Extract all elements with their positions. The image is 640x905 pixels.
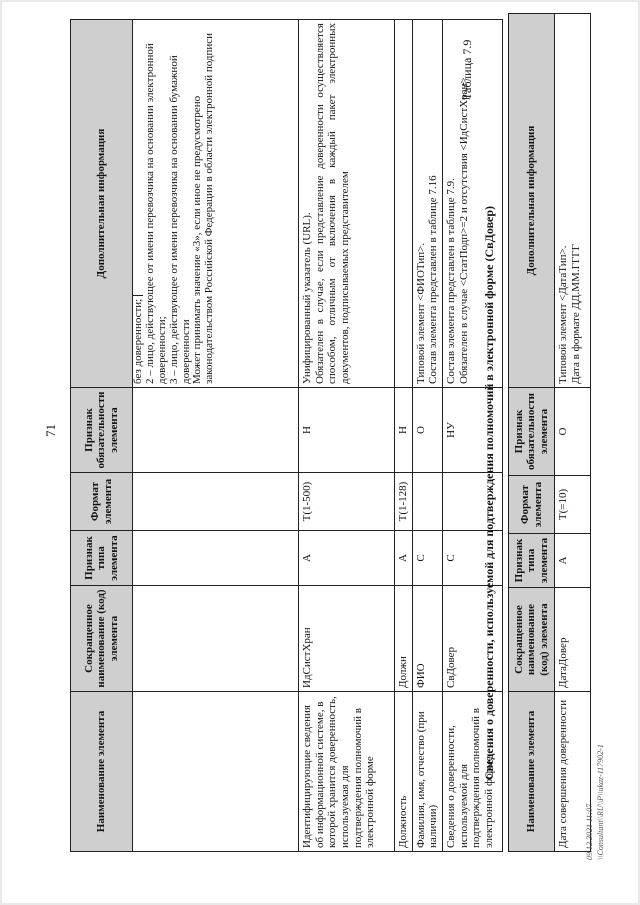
header-required: Признак обязательности элемента	[71, 388, 133, 473]
cell-name: Дата совершения доверенности	[555, 692, 591, 852]
table-header-row	[509, 14, 555, 852]
table-row	[412, 20, 442, 852]
header-format: Формат элемента	[71, 473, 133, 531]
cell-required: О	[412, 388, 442, 473]
header-type: Признак типа элемента	[71, 531, 133, 586]
cell-type: А	[555, 534, 591, 588]
cell-required: НУ	[442, 388, 502, 473]
cell-type: С	[442, 531, 502, 586]
header-required: Признак обязательности элемента	[509, 388, 555, 476]
page-number: 71	[43, 424, 58, 437]
table-row	[299, 20, 395, 852]
table-row	[395, 20, 413, 852]
cell-info	[395, 20, 413, 388]
info-line: без доверенности;	[133, 23, 145, 384]
header-format: Формат элемента	[509, 476, 555, 534]
cell-code: СвДовер	[442, 586, 502, 692]
info-line: Обязателен в случае, если представление доверенности осуществляется способом, отличным от включения в каждый пакет электронных документов, подписываемых представителем	[313, 23, 351, 384]
cell-type: А	[299, 531, 395, 586]
header-code: Сокращенное наименование (код) элемента	[71, 586, 133, 692]
info-line: Унифицированный указатель (URL).	[301, 212, 313, 384]
cell-format	[133, 473, 299, 531]
cell-format	[412, 473, 442, 531]
header-type: Признак типа элемента	[509, 534, 555, 588]
cell-name: Должность	[395, 692, 413, 852]
cell-code: ИдСистХран	[299, 586, 395, 692]
cell-info	[412, 20, 442, 388]
header-info: Дополнительная информация	[509, 14, 555, 388]
cell-format: T(1-500)	[299, 473, 395, 531]
header-name: Наименование элемента	[509, 692, 555, 852]
cell-format: T(=10)	[555, 476, 591, 534]
info-line: Состав элемента представлен в таблице 7.9.	[444, 178, 457, 384]
cell-name: Сведения о доверенности, используемой для подтверждения полномочий в электронной форме	[442, 692, 502, 852]
info-line: Типовой элемент <ДатаТип>.	[557, 245, 569, 384]
info-line: Состав элемента представлен в таблице 7.16	[427, 175, 440, 384]
cell-info	[555, 14, 591, 388]
cell-code: Должн	[395, 586, 413, 692]
header-info: Дополнительная информация	[71, 20, 133, 388]
info-line: Дата в формате ДД.ММ.ГГГГ	[569, 243, 582, 384]
cell-format: T(1-128)	[395, 473, 413, 531]
print-timestamp: 09.12.2021 11:07	[585, 803, 594, 860]
main-table	[70, 19, 503, 852]
cell-required: О	[555, 388, 591, 476]
cell-name: Идентифицирующие сведения об информационной системе, в которой хранится доверенность, используемая для подтверждения полномочий в электронной форме	[299, 692, 395, 852]
header-code: Сокращенное наименование (код) элемента	[509, 588, 555, 692]
cell-info	[133, 20, 299, 388]
table-row	[555, 14, 591, 852]
cell-name	[133, 692, 299, 852]
cell-required: Н	[395, 388, 413, 473]
info-line: Может принимать значение «3», если иное не предусмотрено законодательством Российской Федерации в области электронной подписи	[191, 32, 216, 384]
scan-mark	[133, 295, 143, 296]
cell-type: С	[412, 531, 442, 586]
info-line: 3 – лицо, действующее от имени перевозчика на основании бумажной доверенности	[167, 55, 192, 384]
cell-type: А	[395, 531, 413, 586]
svdover-table	[508, 13, 591, 852]
cell-code	[133, 586, 299, 692]
cell-type	[133, 531, 299, 586]
header-name: Наименование элемента	[71, 692, 133, 852]
table-number-label: Таблица 7.9	[460, 39, 474, 100]
cell-required	[133, 388, 299, 473]
cell-code: ФИО	[412, 586, 442, 692]
cell-info	[299, 20, 395, 388]
table-header-row	[71, 20, 133, 852]
section-caption: Сведения о доверенности, используемой для подтверждения полномочий в электронной форме (СвДовер)	[482, 205, 496, 780]
cell-code: ДатаДовер	[555, 588, 591, 692]
table-row	[133, 20, 299, 852]
cell-required: Н	[299, 388, 395, 473]
info-line: Обязателен в случае <СтатПодп>=2 и отсутствия <ИдСистХран>	[457, 77, 470, 384]
cell-name: Фамилия, имя, отчество (при наличии)	[412, 692, 442, 852]
info-line: Типовой элемент <ФИОТип>.	[414, 242, 427, 384]
info-line: 2 – лицо, действующее от имени перевозчика на основании электронной доверенности;	[143, 43, 168, 384]
print-path: \\Consultant\\RU\\P\\ukaz-117902-1	[596, 744, 605, 860]
